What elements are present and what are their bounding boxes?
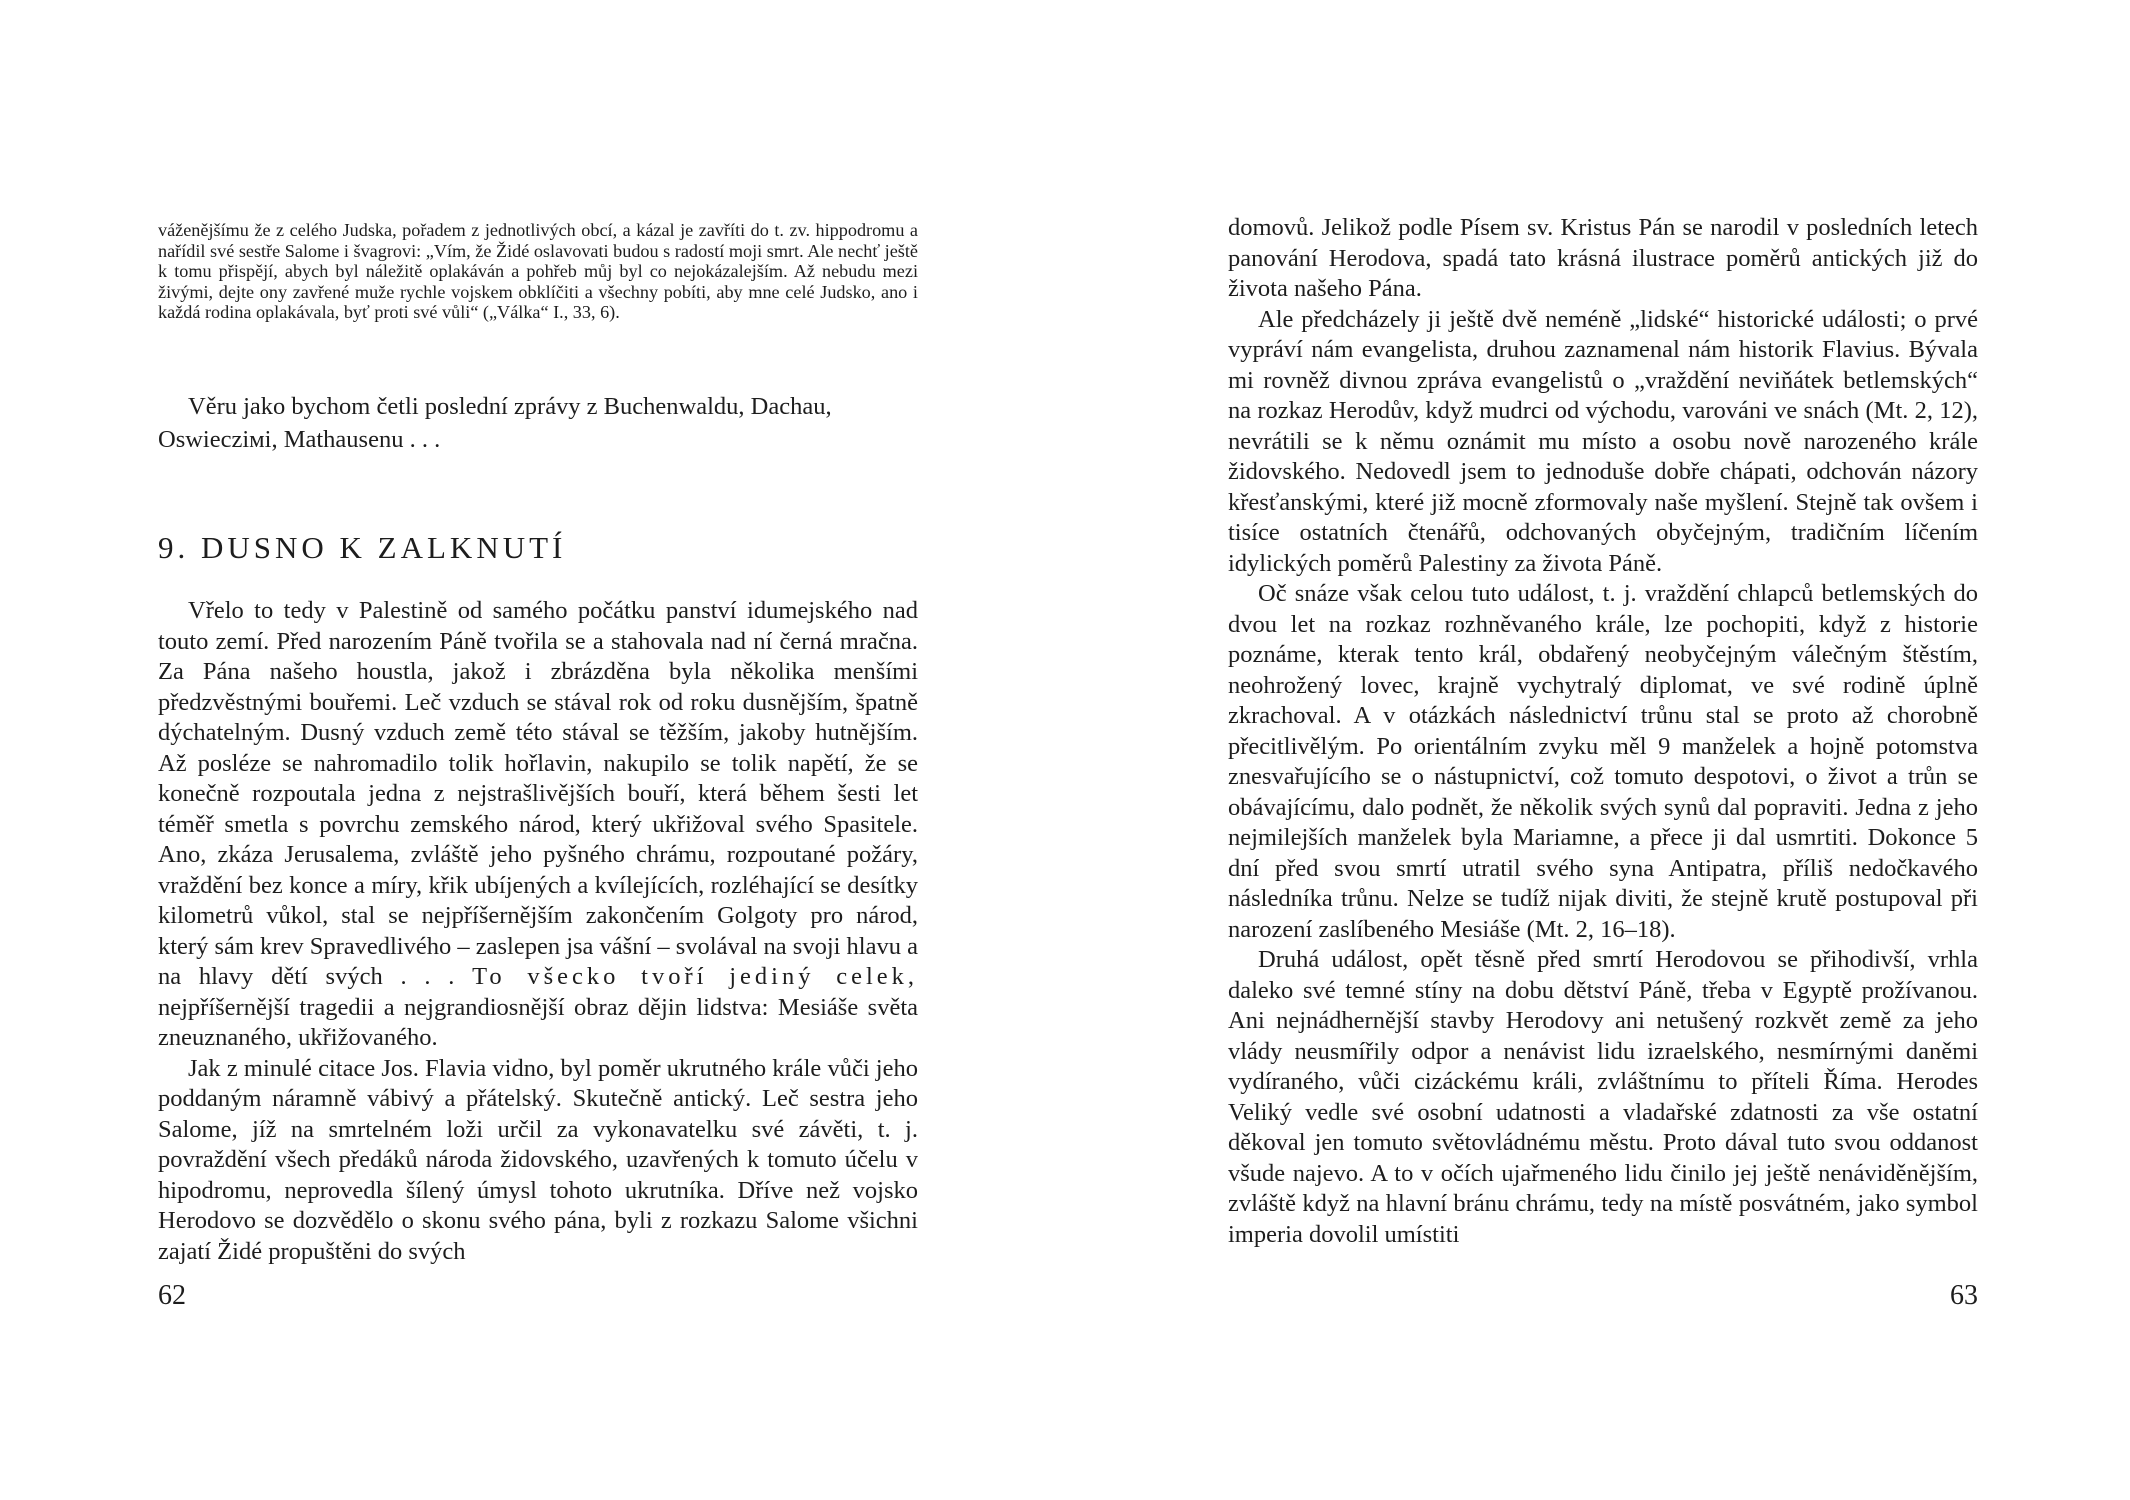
- text-run: Vřelo to tedy v Palestině od samého počátku panství idumejského nad touto zemí. Před narozením Páně tvořila se a stahovala nad ní černá mračna. Za Pána našeho houstla, jakož i zbrázděna byla několika menšími předzvěstnými bouřemi. Leč vzduch se stával rok od roku dusnějším, špatně dýchatelným. Dusný vzduch země této stával se těžším, jakoby hutnějším. Až posléze se nahromadilo tolik hořlavin, nakupilo se tolik napětí, že se konečně rozpoutala jedna z nejstrašlivějších bouří, která během šesti let téměř smetla s povrchu zemského národ, který ukřižoval svého Spasitele. Ano, zkáza Jerusalema, zvláště jeho pyšného chrámu, rozpoutané požáry, vraždění bez konce a míry, křik ubíjených a kvílejících, rozléhající se desítky kilometrů vůkol, stal se nejpříšernějším zakončením Golgoty pro národ, který sám krev Spravedlivého – zaslepen jsa vášní – svolával na svoji hlavu a na hlavy dětí svých . . .: [158, 597, 918, 990]
- page-number: 62: [158, 1280, 186, 1311]
- text-run: nejpříšernější tragedii a nejgrandiosnější obraz dějin lidstva: Mesiáše světa zneuznaného, ukřižovaného.: [158, 993, 918, 1051]
- body-paragraph: [158, 596, 918, 1054]
- left-body-text: [158, 596, 918, 1267]
- page-number: 63: [1950, 1280, 1978, 1311]
- quotation-paragraph: váženějšímu že z celého Judska, pořadem z jednotlivých obcí, a kázal je zavříti do t. zv. hippodromu a nařídil své sestře Salome i švagrovi: „Vím, že Židé oslavovati budou s radostí moji smrt. Ale nechť ještě k tomu přispějí, abych byl náležitě oplakáván a pohřeb můj byl co nejokázalejším. Až nebudu mezi živými, dejte ony zavřené muže rychle vojskem obklíčiti a všechny pobíti, aby mne celé Judsko, ano i každá rodina oplakávala, byť proti své vůli“ („Válka“ I., 33, 6).: [158, 220, 918, 322]
- closing-paragraph: Věru jako bychom četli poslední zprávy z Buchenwaldu, Dachau, Oswiecziмi, Mathausenu . . .: [158, 393, 832, 453]
- body-paragraph: Druhá událost, opět těsně před smrtí Herodovou se přihodivší, vrhla daleko své temné stíny na dobu dětství Páně, třeba v Egyptě prožívanou. Ani nejnádhernější stavby Herodovy ani netušený rozkvět země za jeho vlády neusmířily odpor a nenávist lidu izraelského, nesmírnými daněmi vydíraného, vůči cizáckému králi, zvláštnímu to příteli Říma. Herodes Veliký vedle své osobní udatnosti a vladařské zdatnosti za vše ostatní děkoval jen tomuto světovládnému městu. Proto dával tuto svou oddanost všude najevo. A to v očích ujařmeného lidu činilo jej ještě nenáviděnějším, zvláště když na hlavní bránu chrámu, tedy na místě posvátném, jako symbol imperia dovolil umístiti: [1228, 946, 1978, 1248]
- right-page: [1228, 0, 1978, 1500]
- body-paragraph: Ale předcházely ji ještě dvě neméně „lidské“ historické události; o prvé vypráví nám evangelista, druhou zaznamenal nám historik Flavius. Bývala mi rovněž divnou zpráva evangelistů o „vraždění neviňátek betlemských“ na rozkaz Herodův, když mudrci od východu, varováni ve snách (Mt. 2, 12), nevrátili se k němu oznámit mu místo a osobu nově narozeného krále židovského. Nedovedl jsem to jednoduše dobře chápati, odchován názory křesťanskými, které již mocně zformovaly naše myšlení. Stejně tak ovšem i tisíce ostatních čtenářů, odchovaných obyčejným, tradičním líčením idylických poměrů Palestiny za života Páně.: [1228, 305, 1978, 577]
- body-paragraph: Jak z minulé citace Jos. Flavia vidno, byl poměr ukrutného krále vůči jeho poddaným náramně vábivý a přátelský. Skutečně antický. Leč sestra jeho Salome, jíž na smrtelném loži určil za vykonavatelku své závěti, t. j. povraždění všech předáků národa židovského, uzavřených k tomuto účelu v hipodromu, neprovedla šílený úmysl tohoto ukrutníka. Dříve než vojsko Herodovo se dozvědělo o skonu svého pána, byli z rozkazu Salome všichni zajatí Židé propuštěni do svých: [158, 1054, 918, 1265]
- body-paragraph: Oč snáze však celou tuto událost, t. j. vraždění chlapců betlemských do dvou let na rozkaz rozhněvaného krále, lze pochopiti, když z historie poznáme, kterak tento král, obdařený neobyčejným válečným štěstím, neohrožený lovec, krajně vychytralý diplomat, ve své rodině úplně zkrachoval. A v otázkách následnictví trůnu stal se proto až chorobně přecitlivělým. Po orientálním zvyku měl 9 manželek a hojně potomstva znesvařujícího se o nástupnictví, což tomuto despotovi, o život a trůn se obávajícímu, dalo podnět, že několik svých synů dal popraviti. Jedna z jeho nejmilejších manželek byla Mariamne, a přece ji dal usmrtiti. Dokonce 5 dní před svou smrtí utratil svého syna Antipatra, příliš nedočkavého následníka trůnu. Nelze se tudíž nijak diviti, že stejně krutě postupoval při narození zaslíbeného Mesiáše (Mt. 2, 16–18).: [1228, 580, 1978, 943]
- chapter-heading: 9. DUSNO K ZALKNUTÍ: [158, 530, 567, 565]
- left-page: [158, 0, 918, 1500]
- body-paragraph: domovů. Jelikož podle Písem sv. Kristus Pán se narodil v posledních letech panování Herodova, spadá tato krásná ilustrace poměrů antických již do života našeho Pána.: [1228, 214, 1978, 302]
- right-body-text: [1228, 213, 1978, 1250]
- spaced-emphasis: To všecko tvoří jediný celek,: [472, 963, 919, 990]
